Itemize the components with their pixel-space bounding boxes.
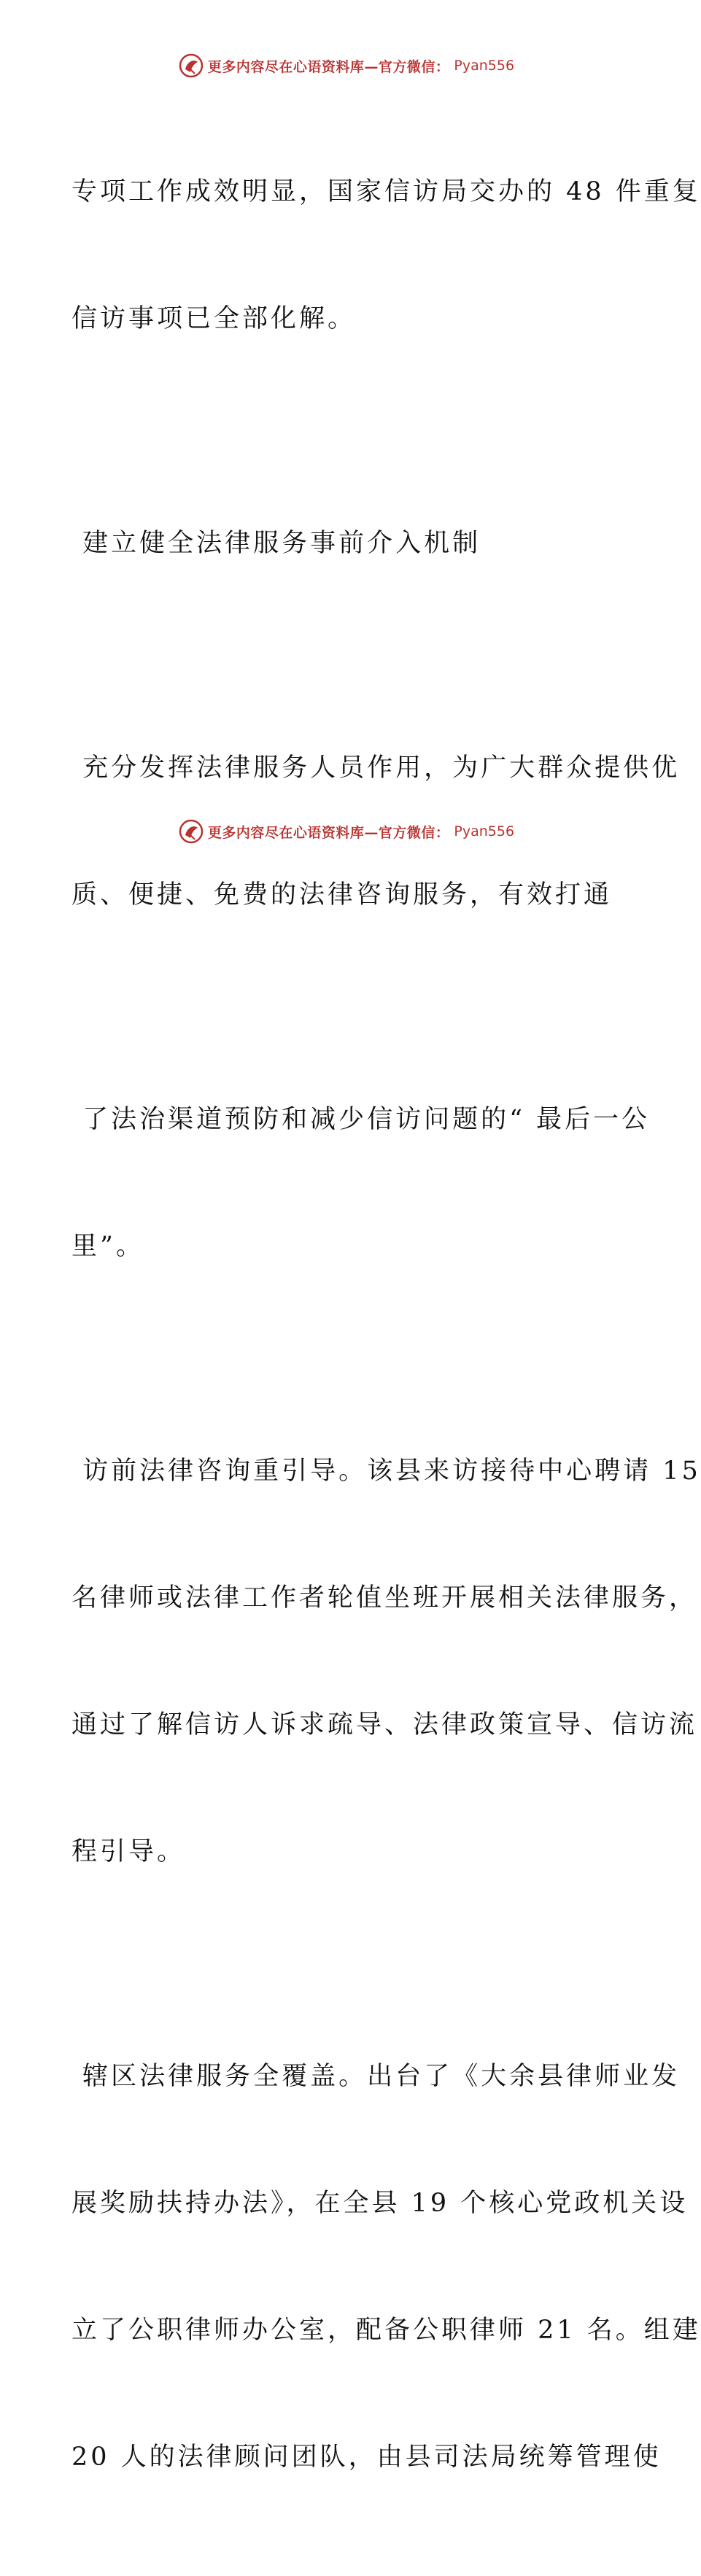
section-heading (71, 438, 626, 649)
text-line: 展奖励扶持办法》，在全县 19 个核心党政机关设 (71, 2189, 689, 2218)
text-line: 质、便捷、免费的法律咨询服务，有效打通 (71, 880, 613, 909)
watermark-brand-text: 更多内容尽在心语资料库—官方微信： (207, 58, 450, 75)
paragraph (71, 1014, 651, 1352)
text-line: 立了公职律师办公室，配备公职律师 21 名。组建 (71, 2316, 701, 2345)
watermark-wechat-id: Pyan556 (454, 58, 515, 74)
text-line: 建立健全法律服务事前介入机制 (71, 529, 481, 558)
ribbon-logo-icon (179, 819, 204, 844)
text-line: 名律师或法律工作者轮值坐班开展相关法律服务， (71, 1583, 698, 1613)
watermark-wechat-id: Pyan556 (454, 823, 515, 839)
paragraph (71, 86, 701, 424)
text-line: 信访事项已全部化解。 (71, 304, 357, 333)
text-line: 20 人的法律顾问团队，由县司法局统筹管理使 (71, 2443, 662, 2472)
header-watermark (0, 51, 693, 80)
text-line: 了法治渠道预防和减少信访问题的“ 最后一公 (71, 1105, 651, 1134)
document-body (71, 86, 701, 2576)
text-line: 里”。 (71, 1232, 144, 1261)
watermark-brand-text: 更多内容尽在心语资料库—官方微信： (207, 824, 450, 841)
text-line: 专项工作成效明显，国家信访局交办的 48 件重复 (71, 177, 701, 206)
text-line: 通过了解信访人诉求疏导、法律政策宣导、信访流 (71, 1710, 698, 1739)
ribbon-logo-icon (179, 53, 204, 78)
text-line: 辖区法律服务全覆盖。出台了《大余县律师业发 (71, 2062, 681, 2091)
paragraph (71, 1365, 701, 1958)
text-line: 充分发挥法律服务人员作用，为广大群众提供优 (71, 753, 681, 783)
paragraph (71, 1971, 701, 2563)
text-line: 程引导。 (71, 1837, 186, 1866)
footer-watermark (0, 817, 693, 846)
text-line: 访前法律咨询重引导。该县来访接待中心聘请 15 (71, 1456, 701, 1486)
